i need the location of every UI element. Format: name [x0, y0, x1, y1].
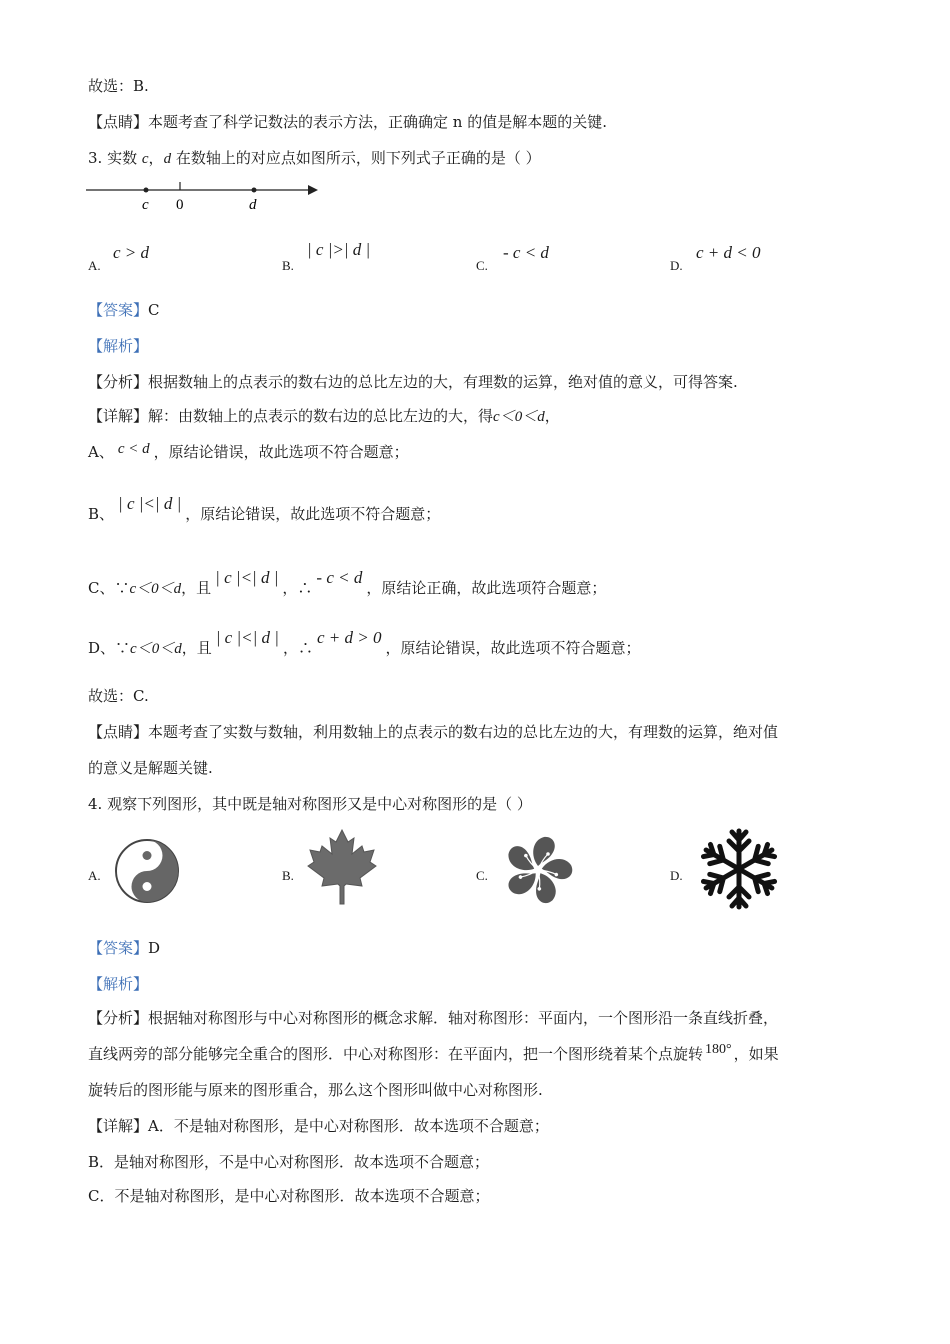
q3-comment-l1 — [88, 722, 778, 742]
answer-tag: 【答案】 — [88, 301, 149, 319]
q3-option-d-letter: D. — [670, 258, 683, 273]
answer-tag: 【答案】 — [88, 939, 149, 957]
q4-xiangjie-a — [88, 1116, 549, 1136]
answer-value: C — [148, 301, 160, 319]
q3-xiangjie — [88, 406, 560, 427]
line-a-text: ，原结论错误，故此选项不符合题意； — [153, 443, 409, 461]
q4-fenxi-l3: 旋转后的图形能与原来的图形重合，那么这个图形叫做中心对称图形. — [88, 1081, 543, 1099]
q2-comment — [88, 112, 607, 132]
yin-yang-icon — [114, 838, 180, 904]
q4-fenxi-l2 — [88, 1044, 779, 1066]
q3-option-b-expr: | c |>| d | — [307, 240, 371, 259]
fenxi-text-l2b: ，如果 — [733, 1045, 779, 1063]
line-d-expr2: c + d > 0 — [316, 628, 382, 647]
line-b-text: ，原结论错误，故此选项不符合题意； — [185, 505, 441, 523]
xiangjie-text: 解：由数轴上的点表示的数右边的总比左边的大，得 — [148, 407, 494, 425]
q4-stem: 4. 观察下列图形，其中既是轴对称图形又是中心对称图形的是（ ） — [88, 795, 532, 813]
line-a-expr: c < d — [117, 441, 150, 457]
line-a-prefix: A、 — [88, 443, 114, 461]
line-d-mid2: ，∴ — [282, 639, 313, 657]
q4-option-b-letter: B. — [282, 868, 294, 883]
number-line-figure — [86, 176, 326, 216]
line-d-text: ，原结论错误，故此选项不符合题意； — [385, 639, 641, 657]
q3-option-c-expr: - c < d — [503, 243, 549, 262]
comment-tag: 【点睛】 — [88, 113, 149, 131]
q3-stem-suffix: 在数轴上的对应点如图所示，则下列式子正确的是（ ） — [175, 149, 541, 167]
line-b-prefix: B、 — [88, 505, 115, 523]
answer-value: D — [148, 939, 161, 957]
q3-option-a-letter: A. — [88, 258, 101, 273]
q3-line-d — [88, 628, 641, 659]
q4-answer — [88, 938, 160, 958]
fenxi-tag: 【分析】 — [88, 1009, 149, 1027]
xiangjie-a-text: A．不是轴对称图形，是中心对称图形．故本选项不合题意； — [148, 1117, 549, 1135]
fenxi-text-l2a: 直线两旁的部分能够完全重合的图形．中心对称图形：在平面内，把一个图形绕着某个点旋转 — [88, 1045, 704, 1063]
label-c: c — [142, 197, 149, 213]
q4-option-d-letter: D. — [670, 868, 683, 883]
q3-option-a-expr: c > d — [113, 243, 150, 262]
q3-sep: ， — [148, 149, 164, 167]
xiangjie-tag: 【详解】 — [88, 407, 149, 425]
line-c-mid: ，且 — [181, 579, 212, 597]
q3-fenxi — [88, 372, 738, 392]
q3-option-d-expr: c + d < 0 — [696, 243, 761, 262]
q4-xiangjie-b: B．是轴对称图形，不是中心对称图形．故本选项不合题意； — [88, 1153, 490, 1171]
q3-choice: 故选：C. — [88, 687, 149, 705]
xiangjie-end: ， — [544, 407, 560, 425]
xiangjie-rel: c＜0＜d — [493, 409, 545, 425]
comment-text: 本题考查了科学记数法的表示方法，正确确定 n 的值是解本题的关键. — [148, 113, 607, 131]
line-d-expr1: | c |<| d | — [215, 628, 279, 647]
comment-text: 本题考查了实数与数轴，利用数轴上的点表示的数右边的总比左边的大，有理数的运算，绝对值 — [148, 723, 779, 741]
line-c-text: ，原结论正确，故此选项符合题意； — [366, 579, 607, 597]
q4-fenxi-l1 — [88, 1008, 778, 1028]
q3-comment-l2: 的意义是解题关键. — [88, 759, 213, 777]
xiangjie-tag: 【详解】 — [88, 1117, 149, 1135]
fenxi-degree: 180° — [705, 1042, 732, 1057]
q3-analysis-tag: 【解析】 — [88, 337, 149, 355]
q3-stem-prefix: 3. 实数 — [88, 149, 138, 167]
q3-var-c: c — [141, 151, 149, 167]
q3-stem — [88, 148, 541, 169]
q4-xiangjie-c: C．不是轴对称图形，是中心对称图形．故本选项不合题意； — [88, 1187, 490, 1205]
label-d: d — [249, 197, 257, 213]
line-c-mid2: ，∴ — [282, 579, 313, 597]
line-c-prefix: C、∵ — [88, 579, 130, 597]
q3-var-d: d — [163, 151, 172, 167]
line-d-prefix: D、∵ — [88, 639, 131, 657]
line-d-mid: ，且 — [181, 639, 212, 657]
snowflake-icon — [696, 826, 782, 912]
q3-line-c — [88, 568, 607, 599]
line-d-rel: c＜0＜d — [130, 641, 182, 657]
q3-option-b-letter: B. — [282, 258, 294, 273]
q3-answer — [88, 300, 160, 320]
fenxi-text: 根据数轴上的点表示的数右边的总比左边的大，有理数的运算，绝对值的意义，可得答案. — [148, 373, 738, 391]
point-c — [144, 188, 149, 193]
q3-line-a — [88, 442, 409, 463]
line-c-rel: c＜0＜d — [129, 581, 182, 597]
q3-line-b — [88, 494, 441, 524]
point-d — [252, 188, 257, 193]
line-b-expr: | c |<| d | — [118, 494, 182, 513]
line-c-expr2: - c < d — [316, 568, 363, 587]
q4-analysis-tag: 【解析】 — [88, 975, 149, 993]
maple-leaf-icon — [306, 828, 378, 906]
q4-option-a-letter: A. — [88, 868, 101, 883]
q3-option-c-letter: C. — [476, 258, 488, 273]
fenxi-tag: 【分析】 — [88, 373, 149, 391]
q4-option-c-letter: C. — [476, 868, 488, 883]
comment-tag: 【点睛】 — [88, 723, 149, 741]
number-line-arrow — [308, 185, 318, 195]
line-c-expr1: | c |<| d | — [215, 568, 279, 587]
label-zero: 0 — [176, 197, 184, 213]
bauhinia-flower-icon — [502, 834, 574, 906]
q2-choice: 故选：B. — [88, 77, 149, 95]
fenxi-text-l1: 根据轴对称图形与中心对称图形的概念求解．轴对称图形：平面内，一个图形沿一条直线折叠， — [148, 1009, 779, 1027]
